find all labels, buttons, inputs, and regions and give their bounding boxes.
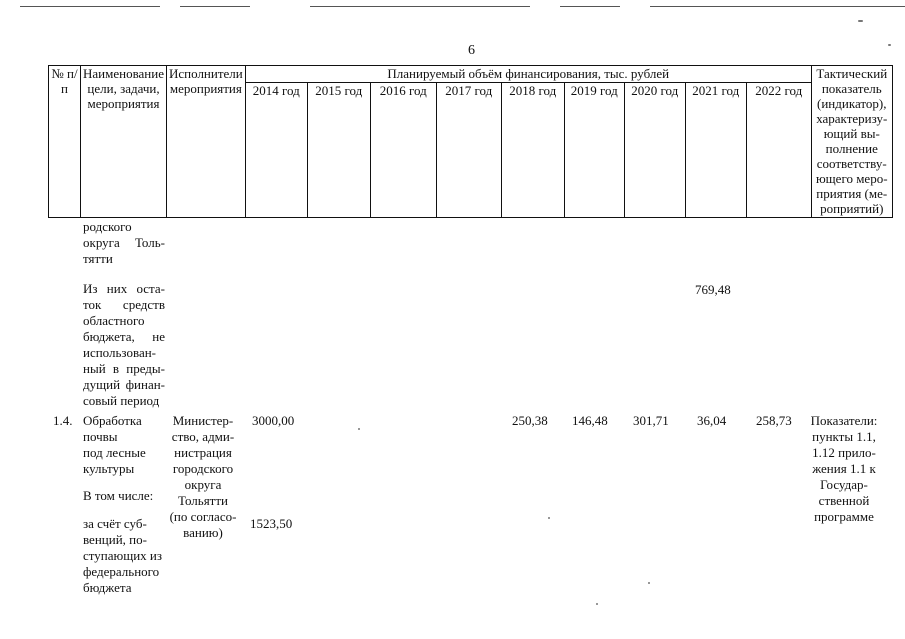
scan-speck <box>858 20 863 22</box>
value-2014: 3000,00 <box>252 413 295 428</box>
text-line: бюджета, не <box>83 329 165 344</box>
header-num: № п/п <box>49 66 81 218</box>
text-line: ственной <box>818 493 870 508</box>
header-indicator: Тактический показатель (индикатор), характеризу-ющий вы-полнение соответству-ющего меро-приятия (ме-роприятий) <box>811 66 892 218</box>
row-sub-label <box>83 516 165 596</box>
text-line: пункты 1.1, <box>812 429 876 444</box>
text-line: совый период <box>83 393 160 408</box>
text-line: Из них оста- <box>83 281 165 296</box>
text-line: 1.12 прило- <box>812 445 876 460</box>
text-line: жения 1.1 к <box>812 461 876 476</box>
header-year: 2020 год <box>624 83 685 218</box>
header-financing: Планируемый объём финансирования, тыс. рублей <box>245 66 811 83</box>
text-line: округа <box>184 477 222 492</box>
header-year: 2016 год <box>370 83 436 218</box>
text-line: Показатели: <box>810 413 878 428</box>
scan-line <box>560 6 620 7</box>
row-incl-label: В том числе: <box>83 488 154 503</box>
row-name <box>83 413 165 477</box>
subitem-value-2021: 769,48 <box>695 282 731 297</box>
text-line: нистрация <box>174 445 232 460</box>
text-line: ток средств <box>83 297 165 312</box>
value-2021: 36,04 <box>697 413 727 428</box>
text-line: использован- <box>83 345 157 360</box>
scan-speck <box>358 428 360 430</box>
text-line: родского <box>83 219 132 234</box>
header-year: 2018 год <box>501 83 564 218</box>
row-executor <box>166 413 240 541</box>
text-line: Государ- <box>820 477 868 492</box>
scan-line <box>310 6 530 7</box>
text-line: программе <box>814 509 874 524</box>
text-line: культуры <box>83 461 135 476</box>
page-number: 6 <box>468 43 475 58</box>
value-2018: 250,38 <box>512 413 548 428</box>
text-line: почвы <box>83 429 118 444</box>
continuation-name <box>83 219 165 267</box>
text-line: бюджета <box>83 580 132 595</box>
header-year: 2014 год <box>245 83 307 218</box>
text-line: ступающих из <box>83 548 163 563</box>
row-number: 1.4. <box>53 413 73 428</box>
text-line: ванию) <box>183 525 223 540</box>
text-line: (по согласо- <box>169 509 237 524</box>
text-line: тятти <box>83 251 113 266</box>
header-year: 2021 год <box>685 83 746 218</box>
text-line: за счёт суб- <box>83 516 147 531</box>
header-year: 2019 год <box>564 83 624 218</box>
text-line: дущий финан- <box>83 377 165 392</box>
text-line: округа Толь- <box>83 235 165 250</box>
header-year: 2017 год <box>436 83 501 218</box>
text-line: городского <box>172 461 234 476</box>
scan-speck <box>888 44 891 46</box>
scan-speck <box>548 517 550 519</box>
row-indicator <box>804 413 884 525</box>
text-line: под лесные <box>83 445 146 460</box>
text-line: областного <box>83 313 145 328</box>
scan-line <box>20 6 160 7</box>
scan-line <box>650 6 905 7</box>
scan-line <box>180 6 250 7</box>
value-2020: 301,71 <box>633 413 669 428</box>
text-line: ство, адми- <box>171 429 235 444</box>
sub-value-2014: 1523,50 <box>250 516 293 531</box>
text-line: федерального <box>83 564 160 579</box>
text-line: Обработка <box>83 413 142 428</box>
text-line: венций, по- <box>83 532 147 547</box>
table-header <box>48 65 893 218</box>
subitem-label <box>83 281 165 409</box>
header-name: Наименование цели, задачи, мероприятия <box>81 66 167 218</box>
text-line: Тольятти <box>177 493 228 508</box>
header-year: 2015 год <box>307 83 370 218</box>
value-2019: 146,48 <box>572 413 608 428</box>
header-year: 2022 год <box>746 83 811 218</box>
value-2022: 258,73 <box>756 413 792 428</box>
scan-speck <box>648 582 650 584</box>
header-executors: Исполнители мероприятия <box>167 66 246 218</box>
text-line: ный в преды- <box>83 361 165 376</box>
text-line: Министер- <box>172 413 234 428</box>
scan-speck <box>596 603 598 605</box>
